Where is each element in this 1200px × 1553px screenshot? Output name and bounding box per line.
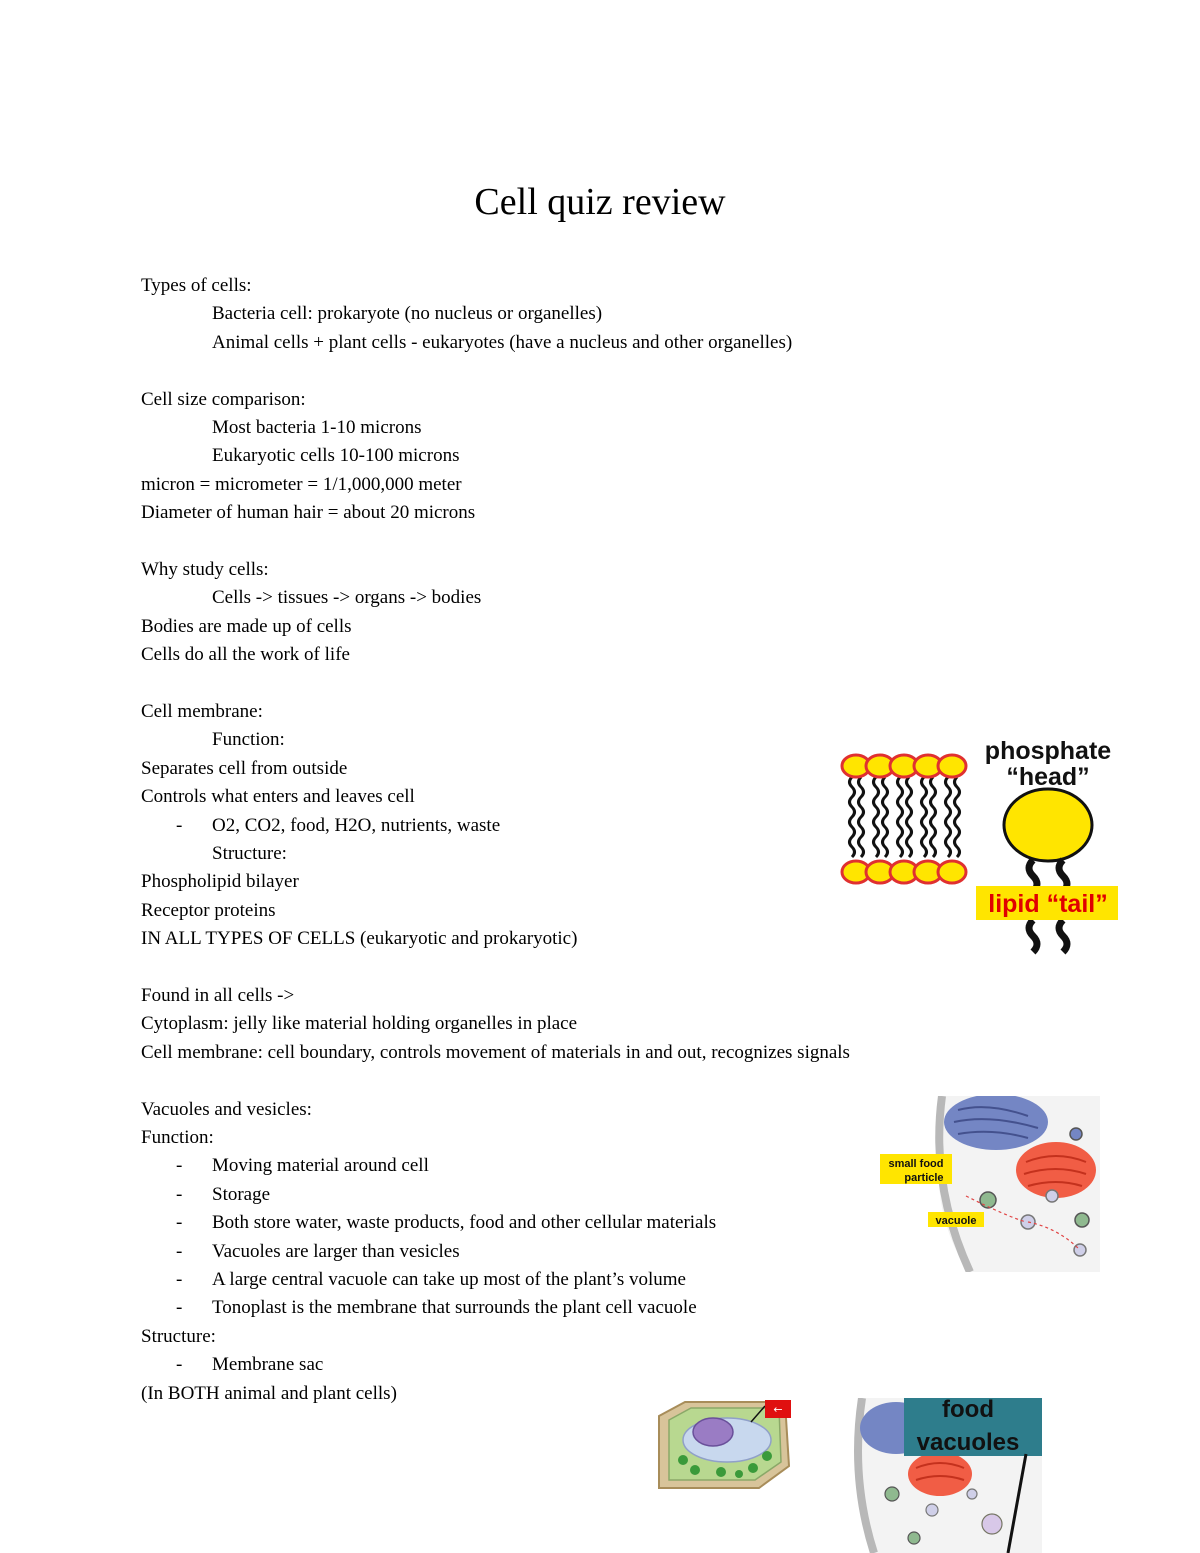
text-line: Tonoplast is the membrane that surrounds the plant cell vacuole (212, 1297, 697, 1318)
lipid-tail-label: lipid “tail” (988, 890, 1108, 918)
text-line: Structure: (212, 843, 287, 864)
small-food-label: small food (888, 1158, 944, 1170)
lipid-tail (907, 777, 912, 857)
particle-label: particle (904, 1172, 944, 1184)
lipid-tail (874, 777, 879, 857)
food-vacuoles-figure (832, 1398, 1042, 1553)
vacuole-label: vacuole (935, 1215, 977, 1227)
text-line: Bacteria cell: prokaryote (no nucleus or organelles) (212, 303, 603, 324)
text-line: Diameter of human hair = about 20 microns (141, 502, 476, 523)
text-line: Cell membrane: (141, 701, 263, 722)
lipid-tail (859, 777, 864, 857)
text-line: Storage (212, 1184, 271, 1205)
lipid-tail (883, 777, 888, 857)
phosphate-head (938, 755, 966, 777)
text-line: Moving material around cell (212, 1155, 429, 1176)
svg-text:←: ← (773, 1403, 783, 1416)
phosphate-head-icon (1004, 789, 1092, 861)
bilayer-diagram (850, 777, 960, 857)
lipid-tail (946, 777, 951, 857)
vacuoles-label: vacuoles (916, 1429, 1020, 1456)
bullet-marker: - (176, 1354, 183, 1375)
text-line: IN ALL TYPES OF CELLS (eukaryotic and prokaryotic) (141, 928, 578, 949)
text-line: Phospholipid bilayer (141, 871, 299, 892)
text-line: Cytoplasm: jelly like material holding organelles in place (141, 1013, 578, 1034)
plant-cell-figure (655, 1396, 795, 1496)
lipid-tail (898, 777, 903, 857)
bullet-marker: - (176, 1184, 183, 1205)
bullet-marker: - (176, 1269, 183, 1290)
text-line: Bodies are made up of cells (141, 616, 352, 637)
lipid-tail (850, 777, 855, 857)
text-line: (In BOTH animal and plant cells) (141, 1383, 397, 1404)
lipid-tail (922, 777, 927, 857)
text-line: Found in all cells -> (141, 985, 295, 1006)
bullet-marker: - (176, 1241, 183, 1262)
text-line: O2, CO2, food, H2O, nutrients, waste (212, 815, 501, 836)
text-line: Cell size comparison: (141, 389, 306, 410)
phosphate-label: phosphate (984, 737, 1112, 765)
text-line: Cells do all the work of life (141, 644, 350, 665)
text-line: Cells -> tissues -> organs -> bodies (212, 587, 482, 608)
text-line: Membrane sac (212, 1354, 324, 1375)
text-line: Why study cells: (141, 559, 269, 580)
phospholipid-figure (830, 732, 1130, 964)
text-line: Structure: (141, 1326, 216, 1347)
text-line: Eukaryotic cells 10-100 microns (212, 445, 460, 466)
text-line: Vacuoles and vesicles: (141, 1099, 312, 1120)
page-title: Cell quiz review (474, 181, 726, 223)
text-line: Most bacteria 1-10 microns (212, 417, 422, 438)
text-line: Vacuoles are larger than vesicles (212, 1241, 460, 1262)
lipid-tail (931, 777, 936, 857)
text-line: Receptor proteins (141, 900, 276, 921)
text-line: A large central vacuole can take up most of the plant’s volume (212, 1269, 686, 1290)
phosphate-head (938, 861, 966, 883)
text-line: Both store water, waste products, food and other cellular materials (212, 1212, 717, 1233)
bullet-marker: - (176, 1297, 183, 1318)
text-line: Function: (212, 729, 285, 750)
text-line: Animal cells + plant cells - eukaryotes (have a nucleus and other organelles) (212, 332, 793, 353)
text-line: Cell membrane: cell boundary, controls movement of materials in and out, recognizes signals (141, 1042, 850, 1063)
text-line: Types of cells: (141, 275, 252, 296)
text-line: Function: (141, 1127, 214, 1148)
text-line: micron = micrometer = 1/1,000,000 meter (141, 474, 462, 495)
head-label: “head” (1006, 763, 1090, 791)
bullet-marker: - (176, 1155, 183, 1176)
text-line: Separates cell from outside (141, 758, 348, 779)
lipid-tail (955, 777, 960, 857)
vacuole-figure (878, 1096, 1100, 1272)
text-line: Controls what enters and leaves cell (141, 786, 415, 807)
food-label: food (942, 1398, 994, 1423)
bullet-marker: - (176, 1212, 183, 1233)
bullet-marker: - (176, 815, 183, 836)
